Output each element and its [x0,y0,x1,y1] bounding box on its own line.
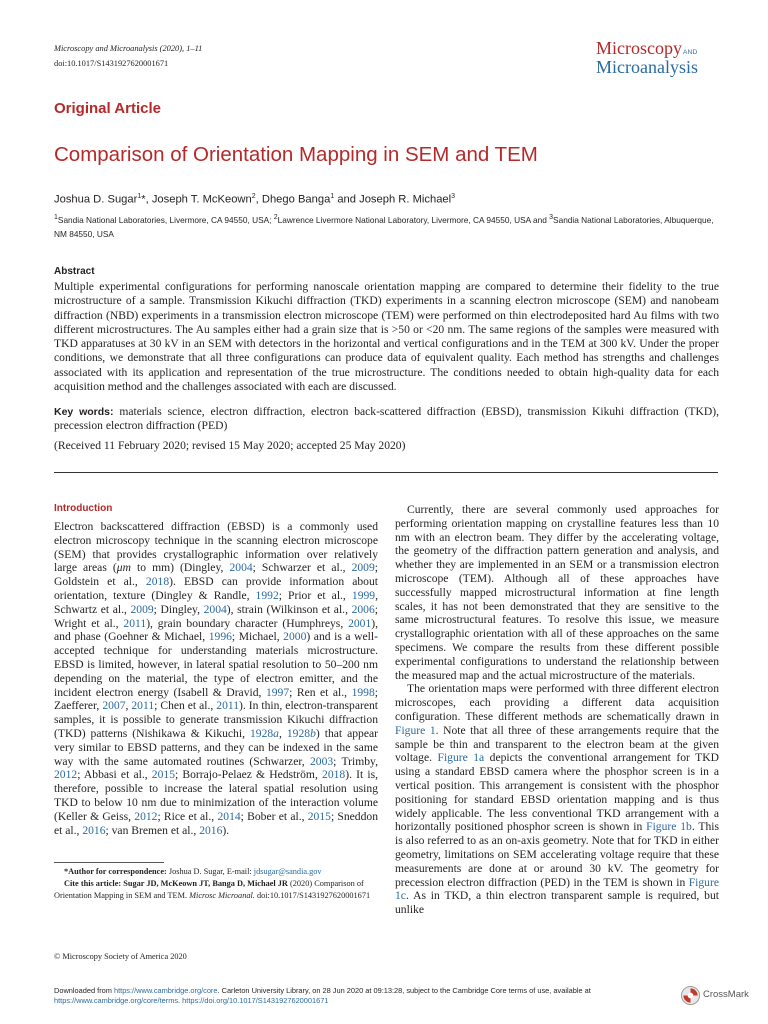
corresponding-mark: * [141,193,146,206]
citation-link[interactable]: 2012 [54,768,78,782]
citation-link[interactable]: 1992 [255,588,279,602]
affiliation-1: Sandia National Laboratories, Livermore, CA 94550, USA; [57,214,274,225]
citation-link[interactable]: 2001 [348,616,372,630]
body-text: Electron backscattered diffraction (EBSD) is a commonly used electron microscopy technique in the scanning electron microscope (SEM) that provides crystallographic information over relatively large areas ( [54,520,378,575]
body-text: ; Schwarzer et al., [252,561,352,575]
author-separator: , [145,193,152,206]
cite-journal: Microsc Microanal. [189,891,255,900]
citation-link[interactable]: 2016 [199,823,223,837]
body-text: ; Rice et al., [157,809,218,823]
body-text: ; van Bremen et al., [105,823,200,837]
affil-sup: 1 [54,214,58,221]
correspondence-email-link[interactable]: jdsugar@sandia.gov [253,867,322,876]
keywords-label: Key words: [54,406,114,418]
author-separator: , [255,193,262,206]
body-text: μm [116,561,131,575]
citation-link[interactable]: 1996 [208,630,232,644]
crossmark-icon [681,986,700,1005]
body-text: depicts the conventional arrangement for TKD using a standard EBSD camera where the phosphor screen is in a vertical position. This arrangement is consistent with the phosphor positioning for standard EBSD orientation mapping and is thus widely applicable. The less conventional TKD arrangement with a horizontally positioned phosphor screen is shown in [395,751,719,834]
body-text: , [278,726,287,740]
citation-link[interactable]: 2012 [134,809,158,823]
citation-link[interactable]: 1999 [351,588,376,602]
body-text: ), strain (Wilkinson et al., [226,602,352,616]
received-dates: (Received 11 February 2020; revised 15 May 2020; accepted 25 May 2020) [54,439,406,452]
author-name: Joshua D. Sugar [54,193,138,206]
citation-link[interactable]: 2011 [216,699,240,713]
journal-citation-line: Microscopy and Microanalysis (2020), 1–11 [54,44,203,53]
citation-link[interactable]: 1997 [265,685,290,699]
body-text: . This is also referred to as an on-axis geometry. Note that for TKD in either geometry, limitations on SEM accelerating voltage require that these measurements are done at or around 30 kV. The geometry for precession electron diffraction (PED) in the TEM is shown in [395,820,720,889]
citation-link[interactable]: 1928 [286,726,311,740]
body-text: , [125,699,132,713]
intro-paragraph-1 [54,520,378,837]
citation-link[interactable]: 2014 [217,809,241,823]
footnote [54,866,378,902]
doi-line: doi:10.1017/S1431927620001671 [54,59,169,68]
correspondence-label: *Author for correspondence: [64,867,167,876]
affiliation-2: Lawrence Livermore National Laboratory, Livermore, CA 94550, USA and [277,214,550,225]
logo-line1: Microscopy [596,38,682,58]
citation-link[interactable]: Figure 1 [395,723,436,737]
body-text: ; Zaefferer, [54,685,378,713]
download-mid: . Carleton University Library, on 28 Jun 2020 at 09:13:28, subject to the Cambridge Core terms of use, available at [217,986,591,995]
affiliations [54,211,718,241]
cite-text: (2020) Comparison of Orientation Mapping in SEM and TEM. [54,879,364,900]
author-list [54,193,455,206]
author-separator: and [334,193,360,206]
author-affil-sup: 3 [451,193,456,200]
body-text: ). In thin, electron-transparent samples, it is possible to generate transmission Kikuchi diffraction (TKD) patterns (Nishikawa & Kikuchi, [54,699,379,740]
logo-and: AND [682,49,698,56]
citation-link[interactable]: 2015 [151,768,175,782]
body-text: , Schwartz et al., [54,588,378,616]
affil-sup: 3 [549,214,554,221]
body-text: . As in TKD, a thin electron transparent sample is required, but unlike [395,889,719,917]
crossmark-badge[interactable] [681,986,749,1006]
keywords [54,405,719,434]
citation-link[interactable]: 1998 [351,685,375,699]
citation-link[interactable]: 2000 [283,630,307,644]
body-text: ; Chen et al., [154,699,217,713]
body-text: ; Dingley, [153,602,204,616]
citation-link[interactable]: 2006 [351,602,375,616]
logo-line2: Microanalysis [596,57,698,77]
body-text: ), and phase (Goehner & Michael, [54,616,379,644]
body-text: ; Goldstein et al., [54,561,378,589]
body-text: ; Bober et al., [240,809,308,823]
author-affil-sup: 1 [137,193,142,200]
cambridge-core-link[interactable]: https://www.cambridge.org/core [113,986,218,995]
footnote-divider [54,862,164,863]
journal-logo [588,38,720,84]
body-text: . Note that all three of these arrangements require that the sample be thin and transparent to the electron beam at the given voltage. [395,723,719,765]
article-type: Original Article [54,100,161,117]
keywords-text: materials science, electron diffraction, electron back-scattered diffraction (EBSD), transmission Kikuhi diffraction (TKD), precession electron diffraction (PED) [54,405,719,433]
download-sep: . [178,996,183,1005]
citation-link[interactable]: 2004 [203,602,227,616]
citation-link[interactable]: 2009 [130,602,154,616]
body-text: ). [222,823,230,837]
body-text: ; Ren et al., [289,685,352,699]
copyright-line: © Microscopy Society of America 2020 [54,952,187,961]
body-text: ; Trimby, [333,754,378,768]
body-text: ; Michael, [231,630,284,644]
cite-doi: doi:10.1017/S1431927620001671 [254,891,371,900]
citation-link[interactable]: 2011 [131,699,155,713]
author-name: Joseph T. McKeown [151,193,252,206]
author-affil-sup: 2 [251,193,256,200]
citation-link[interactable]: Figure 1c [395,875,719,903]
body-text: ; Prior et al., [278,588,352,602]
body-text: ; Sneddon et al., [54,809,378,837]
author-name: Dhego Banga [261,193,331,206]
cite-label: Cite this article: [64,879,122,888]
left-column [54,520,378,837]
abstract-text: Multiple experimental configurations for performing nanoscale orientation mapping are compared to determine their fidelity to the true microstructure of a sample. Transmission Kikuchi diffraction (TKD) experiments in a scanning electron microscope (SEM) and nanobeam diffraction (NBD) experiments in a transmission electron microscope (TEM) were performed on thin electrodeposited hard Au films with two different microstructures. The Au samples either had a grain size that is >50 or <20 nm. The same regions of the samples were measured with TKD apparatuses at 30 kV in an SEM with detectors in the horizontal and vertical configurations and in the TEM at 300 kV. Under the proper conditions, we demonstrate that all three configurations can produce data of equivalent quality. Each method has strengths and challenges associated with its application and representation of the true microstructure. The conditions needed to obtain high-quality data for each acquisition method and the challenges associated with each are discussed. [54,280,719,394]
affiliation-3: Sandia National Laboratories, Albuquerque, NM 84550, USA [54,214,714,239]
citation-link[interactable]: b [310,726,316,740]
download-notice [54,986,674,1006]
citation-link[interactable]: 2015 [307,809,331,823]
body-text: The orientation maps were performed with three different electron microscopes, each providing a different data acquisition configuration. These different methods are schematically drawn in [395,682,719,723]
citation-link[interactable]: 2007 [102,699,126,713]
section-divider [54,472,718,473]
cite-authors: Sugar JD, McKeown JT, Banga D, Michael JR [121,879,288,888]
terms-link[interactable]: https://www.cambridge.org/core/terms [54,996,179,1005]
body-text: to mm) (Dingley, [130,561,230,575]
doi-link[interactable]: https://doi.org/10.1017/S1431927620001671 [182,996,329,1005]
citation-link[interactable]: 2009 [351,561,375,575]
author-name: Joseph R. Michael [359,193,452,206]
download-pre: Downloaded from [54,986,114,995]
right-column [395,503,719,917]
citation-link[interactable]: Figure 1b [646,820,692,834]
affil-sup: 2 [273,214,278,221]
intro-paragraph-3 [395,682,719,917]
introduction-heading: Introduction [54,503,113,514]
citation-link[interactable]: 1928 [249,726,274,740]
body-text: ) that appear very similar to EBSD patterns, and they can be indexed in the same way with the same automated routines (Schwarzer, [54,726,379,768]
author-affil-sup: 1 [330,193,335,200]
body-text: ; Wright et al., [54,602,378,630]
article-title: Comparison of Orientation Mapping in SEM and TEM [54,143,538,166]
citation-link[interactable]: 2011 [123,616,147,630]
citation-link[interactable]: Figure 1a [437,751,485,765]
citation-link[interactable]: 2003 [309,754,334,768]
body-text: ), grain boundary character (Humphreys, [146,616,349,630]
citation-link[interactable]: 2016 [82,823,106,837]
abstract-heading: Abstract [54,266,95,277]
body-text: ; Abbasi et al., [77,768,152,782]
citation-link[interactable]: 2018 [145,575,170,589]
citation-link[interactable]: 2018 [322,768,346,782]
crossmark-label: CrossMark [703,989,749,1000]
body-text: ; Borrajo-Pelaez & Hedström, [174,768,323,782]
body-text: ). It is, therefore, possible to increase the lateral spatial resolution using TKD to below 10 nm due to minimization of the interaction volume (Keller & Geiss, [54,768,378,823]
citation-link[interactable]: 2004 [229,561,253,575]
correspondence-text: Joshua D. Sugar, E-mail: [166,867,254,876]
body-text: ). EBSD can provide information about orientation, texture (Dingley & Randle, [54,575,378,602]
body-text: ) and is a well-accepted technique for understanding materials microstructure. EBSD is limited, however, in lateral spatial resolution to 50–200 nm depending on the material, the type of electron emitter, and the incident electron energy (Isabell & Dravid, [54,630,378,699]
citation-link[interactable]: a [273,726,279,740]
intro-paragraph-2: Currently, there are several commonly used approaches for performing orientation mapping on crystalline features less than 10 nm with an electron beam. They differ by the accelerating voltage, the geometry of the diffraction pattern generation and analysis, and whether they are implemented in an SEM or a transmission electron microscope (TEM). Although all of these approaches have successfully mapped microstructural information at fine length scales, it has not been demonstrated that they are sensitive to the same microstructural features. To resolve this issue, we measure crystallographic orientation with all of these approaches on the same specimens. We compare the results from these different possible experimental configurations to understand the relationship between the measured map and the actual microstructure of the materials. [395,503,719,682]
